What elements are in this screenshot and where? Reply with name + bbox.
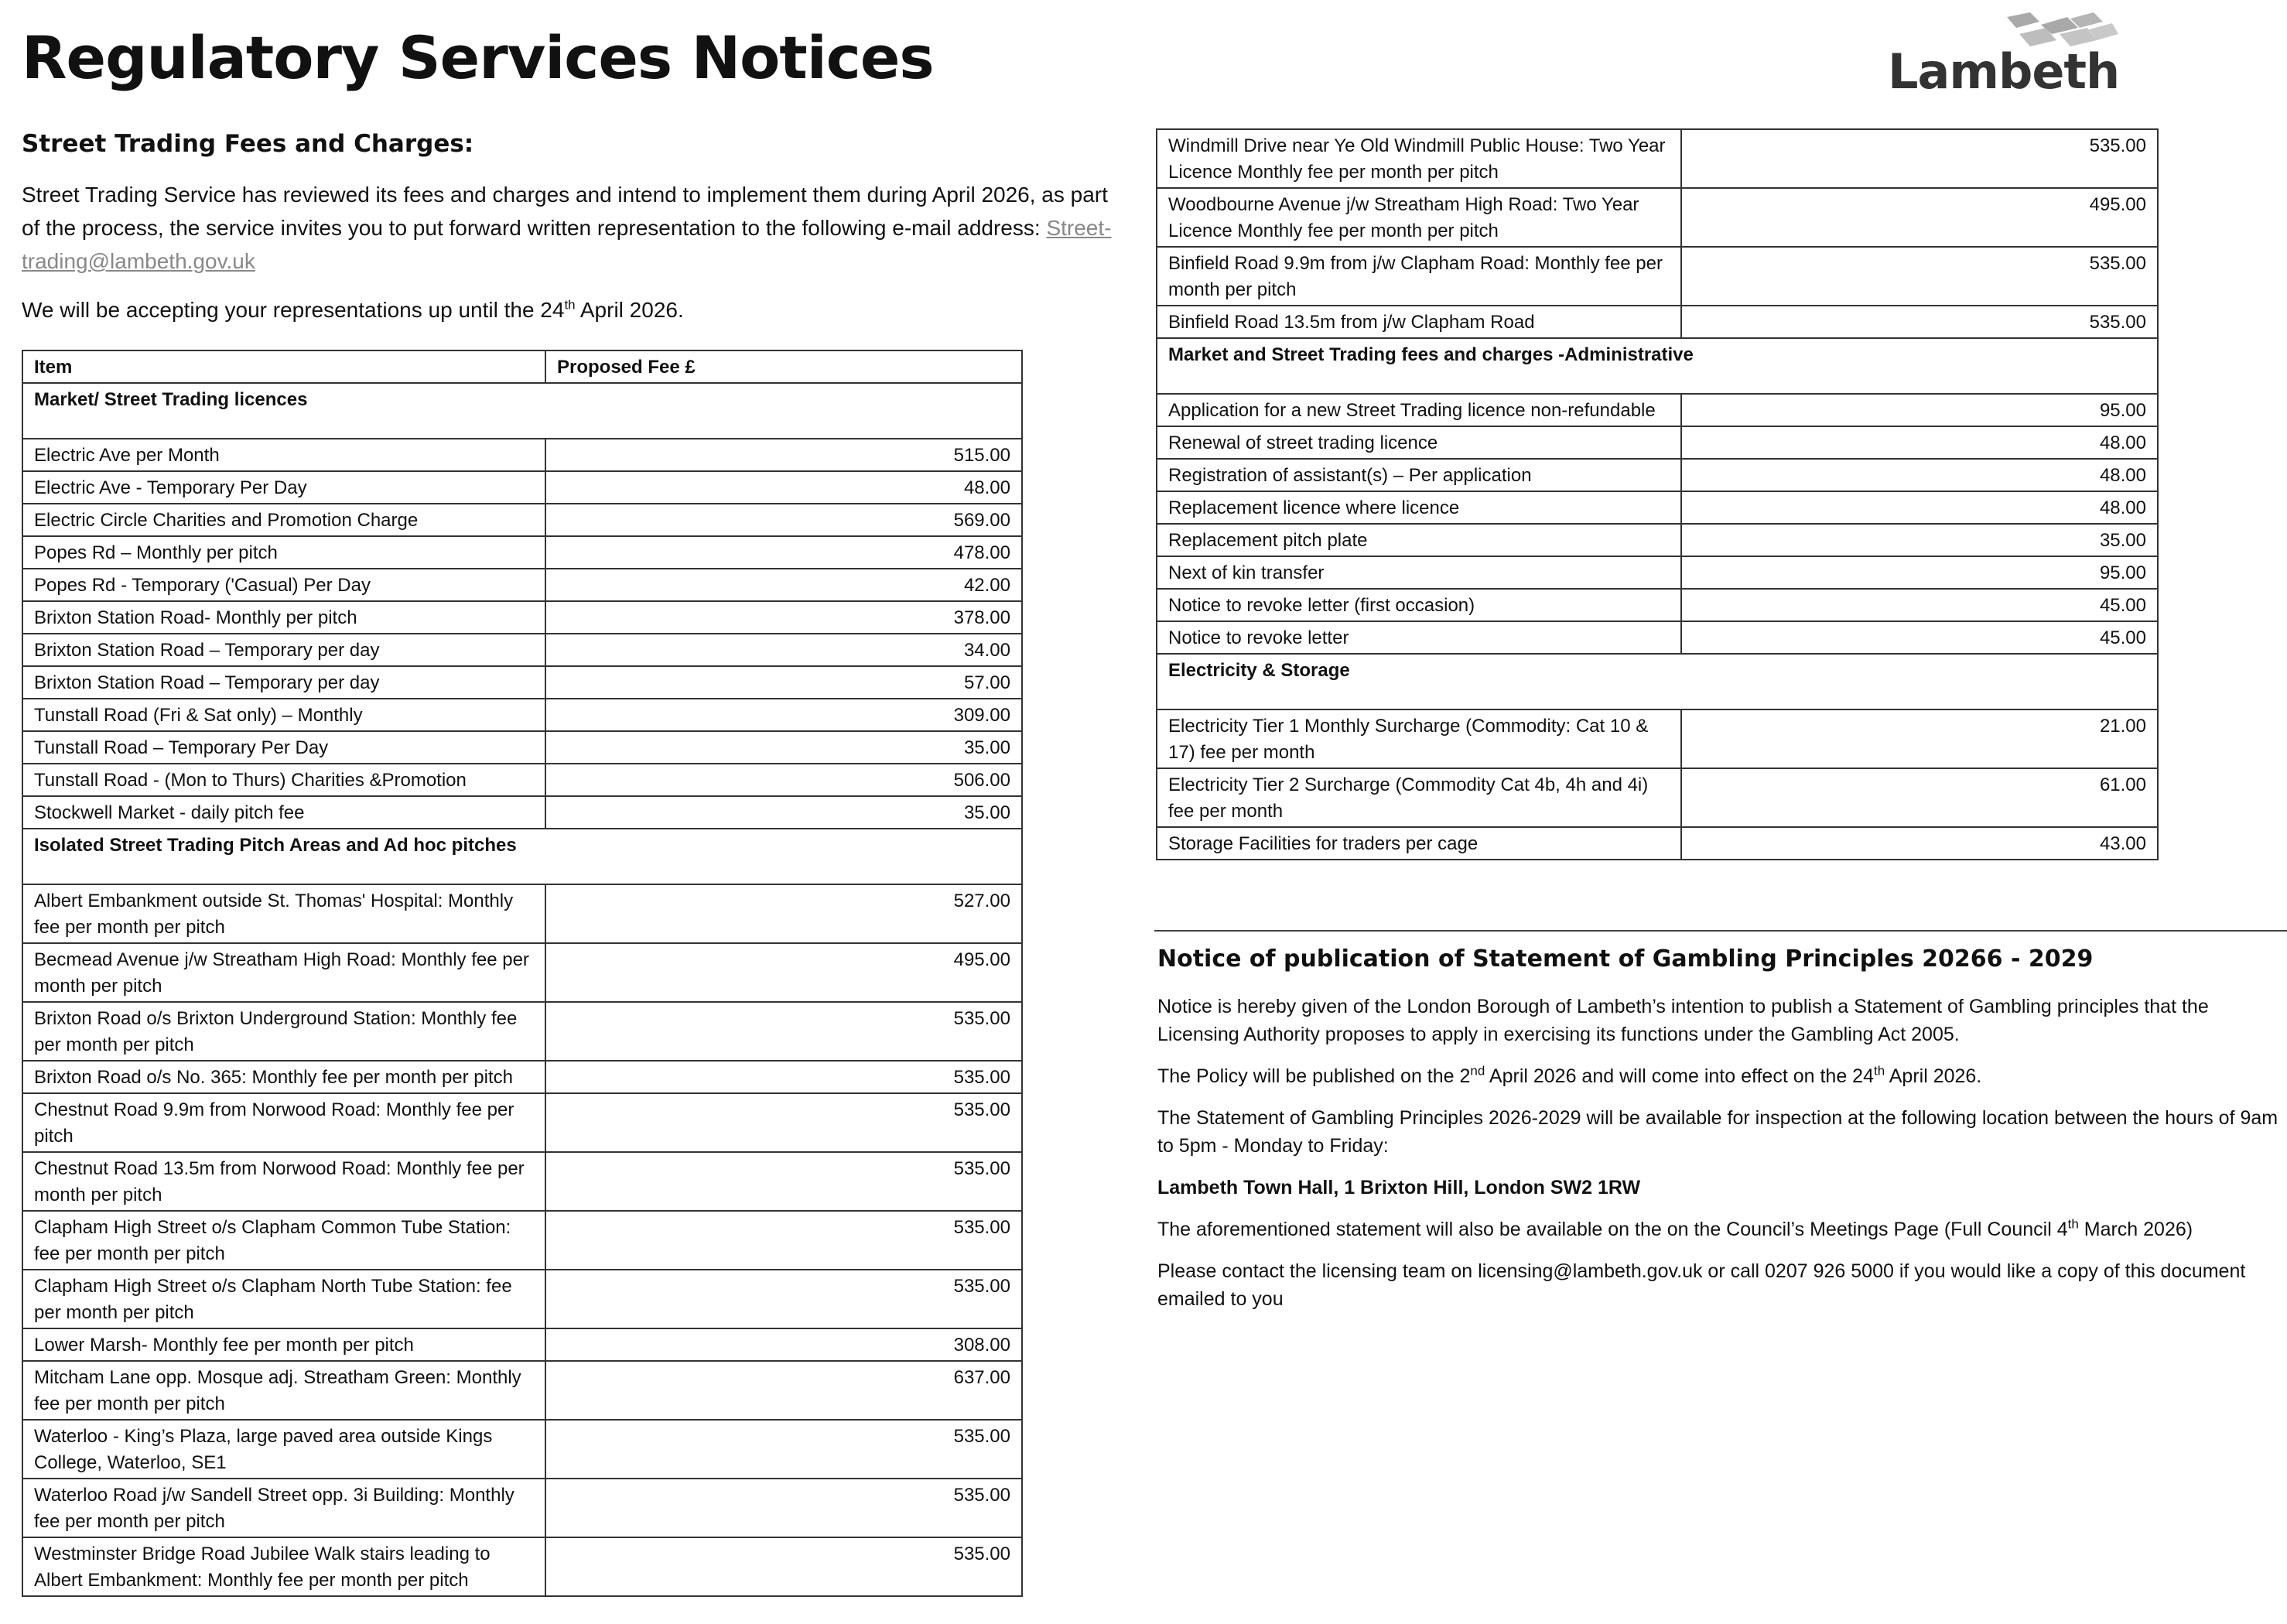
- fee-amount: 535.00: [545, 1061, 1022, 1093]
- table-row: [22, 601, 1022, 634]
- fee-amount: 535.00: [545, 1420, 1022, 1479]
- table-row: [22, 504, 1022, 536]
- deadline-before: We will be accepting your representations up until the 24: [22, 298, 565, 322]
- table-row: [22, 1152, 1022, 1211]
- fee-amount: 535.00: [545, 1211, 1022, 1270]
- p2-sup2: th: [1873, 1063, 1885, 1079]
- table-row: [22, 634, 1022, 666]
- lambeth-logo: [1888, 11, 2120, 104]
- table-row: [1157, 188, 2158, 247]
- fee-item: Brixton Road o/s No. 365: Monthly fee per month per pitch: [22, 1061, 545, 1093]
- fee-item: Windmill Drive near Ye Old Windmill Public House: Two Year Licence Monthly fee per month per pitch: [1157, 129, 1681, 188]
- table-row: [22, 731, 1022, 764]
- table-row: [1157, 768, 2158, 827]
- fee-item: Woodbourne Avenue j/w Streatham High Road: Two Year Licence Monthly fee per month per pitch: [1157, 188, 1681, 247]
- category-label: Market and Street Trading fees and charges -Administrative: [1157, 338, 2158, 394]
- fee-amount: 35.00: [545, 796, 1022, 829]
- category-row: [22, 829, 1022, 884]
- fee-item: Storage Facilities for traders per cage: [1157, 827, 1681, 860]
- table-row: [22, 471, 1022, 504]
- fee-item: Chestnut Road 9.9m from Norwood Road: Monthly fee per pitch: [22, 1093, 545, 1152]
- fee-item: Brixton Road o/s Brixton Underground Station: Monthly fee per month per pitch: [22, 1002, 545, 1061]
- fee-item: Stockwell Market - daily pitch fee: [22, 796, 545, 829]
- table-row: [22, 699, 1022, 731]
- table-row: [22, 796, 1022, 829]
- page-title: Regulatory Services Notices: [22, 23, 934, 92]
- fee-amount: 48.00: [1681, 426, 2158, 459]
- table-row: [22, 1328, 1022, 1361]
- fee-amount: 43.00: [1681, 827, 2158, 860]
- table-row: [1157, 306, 2158, 338]
- fee-item: Clapham High Street o/s Clapham North Tube Station: fee per month per pitch: [22, 1270, 545, 1328]
- gambling-address: Lambeth Town Hall, 1 Brixton Hill, London SW2 1RW: [1157, 1177, 1641, 1198]
- fee-item: Electricity Tier 2 Surcharge (Commodity Cat 4b, 4h and 4i) fee per month: [1157, 768, 1681, 827]
- fee-item: Waterloo Road j/w Sandell Street opp. 3i Building: Monthly fee per month per pitch: [22, 1479, 545, 1537]
- table-row: [22, 1420, 1022, 1479]
- table-row: [1157, 129, 2158, 188]
- header-item: Item: [22, 350, 545, 383]
- fee-item: Brixton Station Road – Temporary per day: [22, 634, 545, 666]
- table-row: [22, 1093, 1022, 1152]
- table-row: [22, 1479, 1022, 1537]
- fee-amount: 535.00: [545, 1270, 1022, 1328]
- p2-c: April 2026.: [1885, 1065, 1982, 1087]
- fee-item: Tunstall Road – Temporary Per Day: [22, 731, 545, 764]
- table-row: [1157, 589, 2158, 621]
- fee-item: Westminster Bridge Road Jubilee Walk stairs leading to Albert Embankment: Monthly fee per month per pitch: [22, 1537, 545, 1596]
- table-row: [22, 666, 1022, 699]
- fee-amount: 478.00: [545, 536, 1022, 569]
- fee-amount: 48.00: [1681, 491, 2158, 524]
- fee-item: Popes Rd - Temporary ('Casual) Per Day: [22, 569, 545, 601]
- fee-item: Albert Embankment outside St. Thomas' Hospital: Monthly fee per month per pitch: [22, 884, 545, 943]
- p2-sup1: nd: [1470, 1063, 1485, 1079]
- fee-amount: 35.00: [545, 731, 1022, 764]
- p2-b: April 2026 and will come into effect on the 24: [1485, 1065, 1874, 1087]
- table-row: [22, 1361, 1022, 1420]
- fee-item: Electric Circle Charities and Promotion Charge: [22, 504, 545, 536]
- fee-amount: 535.00: [545, 1093, 1022, 1152]
- fee-item: Lower Marsh- Monthly fee per month per pitch: [22, 1328, 545, 1361]
- table-row: [1157, 556, 2158, 589]
- header-fee: Proposed Fee £: [545, 350, 1022, 383]
- gambling-para-3: The Statement of Gambling Principles 2026-2029 will be available for inspection at the following location between the hours of 9am to 5pm - Monday to Friday:: [1157, 1107, 2278, 1157]
- table-row: [22, 943, 1022, 1002]
- fee-item: Next of kin transfer: [1157, 556, 1681, 589]
- fee-amount: 515.00: [545, 439, 1022, 471]
- fee-amount: 35.00: [1681, 524, 2158, 556]
- table-row: [1157, 426, 2158, 459]
- gambling-notice: [1157, 945, 2287, 1327]
- fee-item: Chestnut Road 13.5m from Norwood Road: Monthly fee per month per pitch: [22, 1152, 545, 1211]
- fee-amount: 61.00: [1681, 768, 2158, 827]
- p4-b: March 2026): [2078, 1219, 2193, 1240]
- fee-amount: 535.00: [545, 1479, 1022, 1537]
- gambling-para-5: Please contact the licensing team on licensing@lambeth.gov.uk or call 0207 926 5000 if you would like a copy of this document emailed to you: [1157, 1260, 2246, 1310]
- fee-amount: 95.00: [1681, 394, 2158, 426]
- category-row: [22, 383, 1022, 439]
- fee-item: Electric Ave per Month: [22, 439, 545, 471]
- gambling-para-1: Notice is hereby given of the London Borough of Lambeth’s intention to publish a Statement of Gambling principles that the Licensing Authority proposes to apply in exercising its functions under the Gambling Act 2005.: [1157, 996, 2209, 1045]
- fee-item: Binfield Road 9.9m from j/w Clapham Road: Monthly fee per month per pitch: [1157, 247, 1681, 306]
- p4-a: The aforementioned statement will also be available on the on the Council’s Meetings Page (Full Council 4: [1157, 1219, 2068, 1240]
- gambling-para-2: [1157, 1062, 2287, 1090]
- category-label: Isolated Street Trading Pitch Areas and Ad hoc pitches: [22, 829, 1022, 884]
- fee-item: Binfield Road 13.5m from j/w Clapham Road: [1157, 306, 1681, 338]
- table-row: [1157, 247, 2158, 306]
- fee-item: Renewal of street trading licence: [1157, 426, 1681, 459]
- table-row: [22, 1002, 1022, 1061]
- fee-amount: 535.00: [1681, 306, 2158, 338]
- section-divider: [1154, 930, 2287, 932]
- table-row: [22, 884, 1022, 943]
- fee-amount: 535.00: [545, 1152, 1022, 1211]
- gambling-title: Notice of publication of Statement of Gambling Principles 20266 - 2029: [1157, 945, 2094, 973]
- fee-item: Replacement pitch plate: [1157, 524, 1681, 556]
- street-trading-section: [22, 130, 1120, 342]
- fee-amount: 506.00: [545, 764, 1022, 796]
- fee-amount: 309.00: [545, 699, 1022, 731]
- fee-item: Electric Ave - Temporary Per Day: [22, 471, 545, 504]
- fee-item: Popes Rd – Monthly per pitch: [22, 536, 545, 569]
- table-row: [22, 764, 1022, 796]
- category-label: Market/ Street Trading licences: [22, 383, 1022, 439]
- table-row: [1157, 394, 2158, 426]
- fee-amount: 308.00: [545, 1328, 1022, 1361]
- fee-amount: 57.00: [545, 666, 1022, 699]
- fee-item: Notice to revoke letter: [1157, 621, 1681, 654]
- table-row: [22, 1211, 1022, 1270]
- fee-amount: 527.00: [545, 884, 1022, 943]
- deadline-text: [22, 293, 1120, 327]
- category-label: Electricity & Storage: [1157, 654, 2158, 709]
- table-row: [1157, 524, 2158, 556]
- fee-amount: 34.00: [545, 634, 1022, 666]
- fee-amount: 535.00: [1681, 129, 2158, 188]
- table-row: [22, 1537, 1022, 1596]
- logo-text: Lambeth: [1888, 43, 2120, 100]
- fee-amount: 42.00: [545, 569, 1022, 601]
- fee-item: Replacement licence where licence: [1157, 491, 1681, 524]
- table-row: [22, 1061, 1022, 1093]
- fee-amount: 535.00: [1681, 247, 2158, 306]
- street-trading-intro: [22, 178, 1120, 278]
- fee-item: Clapham High Street o/s Clapham Common Tube Station: fee per month per pitch: [22, 1211, 545, 1270]
- fee-amount: 95.00: [1681, 556, 2158, 589]
- fee-amount: 495.00: [1681, 188, 2158, 247]
- category-row: [1157, 654, 2158, 709]
- fee-item: Tunstall Road - (Mon to Thurs) Charities &Promotion: [22, 764, 545, 796]
- deadline-after: April 2026.: [575, 298, 684, 322]
- fee-amount: 45.00: [1681, 621, 2158, 654]
- fee-item: Waterloo - King’s Plaza, large paved area outside Kings College, Waterloo, SE1: [22, 1420, 545, 1479]
- fee-amount: 45.00: [1681, 589, 2158, 621]
- table-row: [1157, 621, 2158, 654]
- table-row: [22, 1270, 1022, 1328]
- fees-table-left: [22, 350, 1023, 1597]
- fee-amount: 495.00: [545, 943, 1022, 1002]
- table-row: [1157, 491, 2158, 524]
- fee-item: Tunstall Road (Fri & Sat only) – Monthly: [22, 699, 545, 731]
- fee-amount: 48.00: [1681, 459, 2158, 491]
- email-link[interactable]: Street-trading@lambeth.gov.uk: [22, 216, 1112, 273]
- p2-a: The Policy will be published on the 2: [1157, 1065, 1471, 1087]
- fee-amount: 569.00: [545, 504, 1022, 536]
- fee-item: Notice to revoke letter (first occasion): [1157, 589, 1681, 621]
- fee-item: Mitcham Lane opp. Mosque adj. Streatham Green: Monthly fee per month per pitch: [22, 1361, 545, 1420]
- table-row: [22, 439, 1022, 471]
- table-header-row: [22, 350, 1022, 383]
- fee-item: Electricity Tier 1 Monthly Surcharge (Commodity: Cat 10 & 17) fee per month: [1157, 709, 1681, 768]
- intro-text: Street Trading Service has reviewed its fees and charges and intend to implement them during April 2026, as part of the process, the service invites you to put forward written representation to the following e-mail address:: [22, 183, 1108, 240]
- fee-item: Application for a new Street Trading licence non-refundable: [1157, 394, 1681, 426]
- fee-amount: 21.00: [1681, 709, 2158, 768]
- table-row: [1157, 459, 2158, 491]
- fee-item: Brixton Station Road- Monthly per pitch: [22, 601, 545, 634]
- table-row: [1157, 827, 2158, 860]
- fee-amount: 535.00: [545, 1537, 1022, 1596]
- deadline-sup: th: [564, 297, 576, 313]
- category-row: [1157, 338, 2158, 394]
- fees-table-right: [1156, 128, 2159, 860]
- table-row: [1157, 709, 2158, 768]
- fee-amount: 48.00: [545, 471, 1022, 504]
- gambling-para-4: [1157, 1215, 2287, 1243]
- table-row: [22, 569, 1022, 601]
- table-row: [22, 536, 1022, 569]
- fee-item: Brixton Station Road – Temporary per day: [22, 666, 545, 699]
- fee-item: Registration of assistant(s) – Per application: [1157, 459, 1681, 491]
- p4-sup: th: [2067, 1216, 2079, 1232]
- fee-amount: 637.00: [545, 1361, 1022, 1420]
- fee-item: Becmead Avenue j/w Streatham High Road: Monthly fee per month per pitch: [22, 943, 545, 1002]
- fee-amount: 535.00: [545, 1002, 1022, 1061]
- street-trading-heading: Street Trading Fees and Charges:: [22, 130, 474, 158]
- fee-amount: 378.00: [545, 601, 1022, 634]
